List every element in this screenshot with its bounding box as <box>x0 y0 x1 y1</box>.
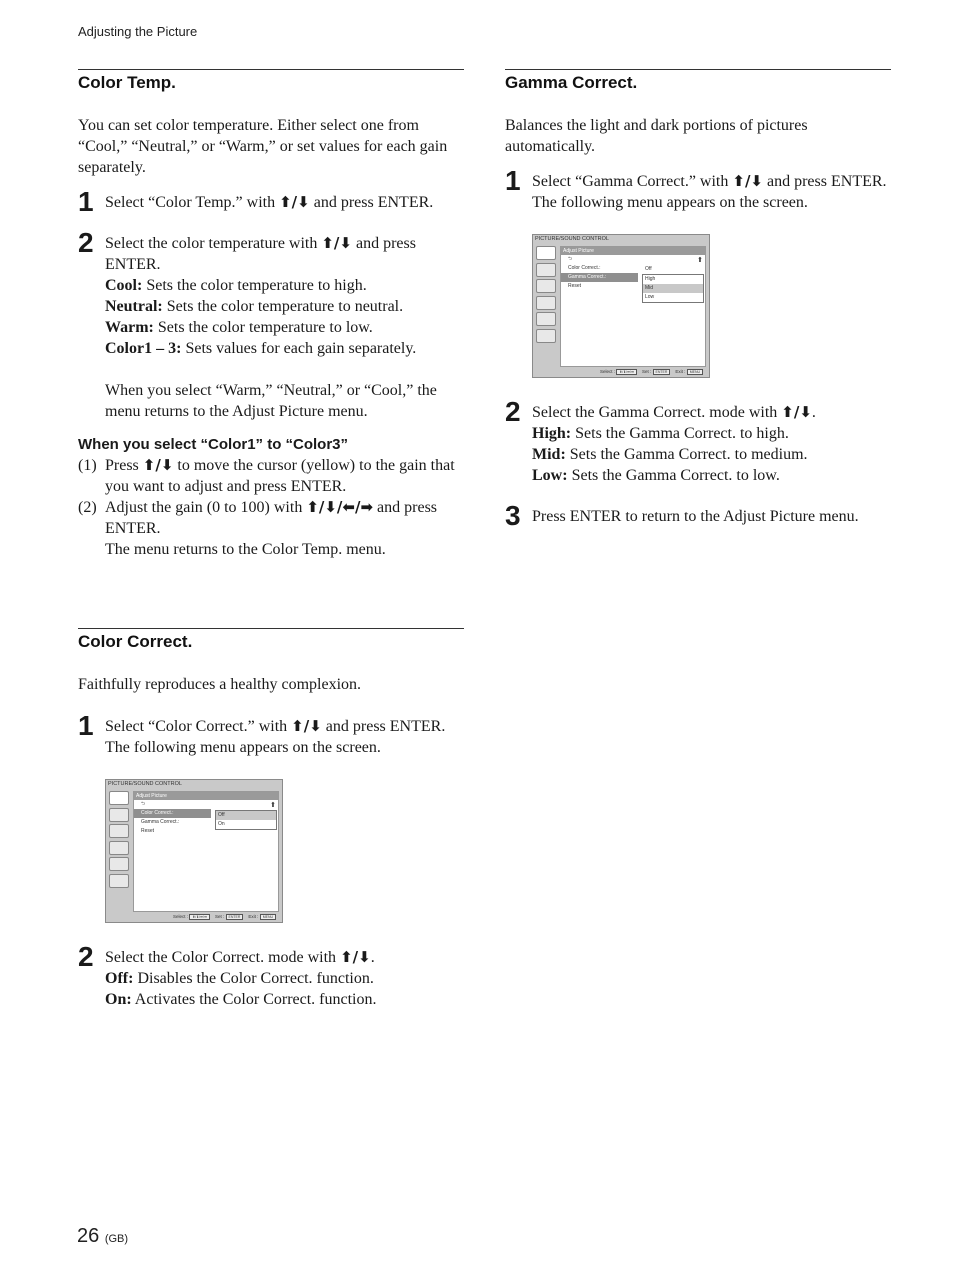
option-dropdown <box>642 274 704 303</box>
menu-button-icon: MENU <box>260 914 276 920</box>
color-temp-substep-1: (1) Press ⬆/⬇ to move the cursor (yellow) to the gain that you want to adjust and press ENTER. <box>78 456 455 495</box>
back-icon: ⮌ <box>568 256 573 262</box>
back-icon: ⮌ <box>141 801 146 807</box>
menu-title: PICTURE/SOUND CONTROL <box>108 781 182 787</box>
menu-panel <box>133 791 279 912</box>
color-temp-step-1: 1 Select “Color Temp.” with ⬆/⬇ and press ENTER. <box>78 186 434 217</box>
step-number: 1 <box>505 165 521 196</box>
up-down-arrow-icon: ⬆/⬇ <box>321 234 352 252</box>
arrow-buttons-icon: ⬆/⬇/⬅/➡ <box>616 369 637 375</box>
gamma-correct-menu-screenshot <box>532 234 710 378</box>
running-header: Adjusting the Picture <box>78 24 198 39</box>
option-high: High <box>645 276 656 282</box>
up-down-arrow-icon: ⬆/⬇ <box>340 948 371 966</box>
sound-icon <box>109 808 129 822</box>
color-temp-step-2: 2 Select the color temperature with ⬆/⬇ and press ENTER. Cool: Sets the color temperature to high. Neutral: Sets the color temperature to neutral. Warm: Sets the color temperature to low. Color1 – 3: Sets values for each gain separately. When you select “Warm,” “Neutral,” or “Cool,” the menu returns to the Adjust Picture menu. <box>78 233 464 422</box>
color-temp-note: When you select “Warm,” “Neutral,” or “Cool,” the menu returns to the Adjust Picture menu. <box>105 382 437 420</box>
menu-footer: Select : ⬆/⬇/⬅/➡ Set : ENTER Exit : MENU <box>106 914 282 920</box>
picture-icon <box>536 246 556 260</box>
color-temp-title: Color Temp. <box>78 73 176 92</box>
up-arrow-icon: ⬆ <box>270 801 276 809</box>
four-way-arrow-icon: ⬆/⬇/⬅/➡ <box>306 498 374 516</box>
option-on: On <box>218 821 225 827</box>
menu-row-color-correct: Color Correct.: <box>134 809 211 818</box>
gamma-correct-step-2: 2 Select the Gamma Correct. mode with ⬆/⬇. High: Sets the Gamma Correct. to high. Mid: Sets the Gamma Correct. to medium. Low: Sets the Gamma Correct. to low. <box>505 396 816 484</box>
color-correct-step-2: 2 Select the Color Correct. mode with ⬆/⬇. Off: Disables the Color Correct. function. On: Activates the Color Correct. function. <box>78 941 377 1008</box>
option-low: Low <box>645 294 655 300</box>
options-icon <box>109 857 129 871</box>
color-correct-intro: Faithfully reproduces a healthy complexion. <box>78 676 362 693</box>
timer-icon <box>109 874 129 888</box>
step-number: 2 <box>78 227 94 258</box>
up-down-arrow-icon: ⬆/⬇ <box>732 172 763 190</box>
panel-header: Adjust Picture <box>561 247 705 255</box>
enter-button-icon: ENTER <box>226 914 244 920</box>
up-arrow-icon: ⬆ <box>697 256 703 264</box>
step-number: 3 <box>505 500 521 531</box>
step-number: 1 <box>78 186 94 217</box>
color-correct-title: Color Correct. <box>78 632 193 651</box>
gamma-correct-title: Gamma Correct. <box>505 73 638 92</box>
color-temp-intro: You can set color temperature. Either select one from “Cool,” “Neutral,” or “Warm,” or set values for each gain separately. <box>78 117 448 176</box>
option-cool: Cool: Sets the color temperature to high. <box>105 277 367 294</box>
gamma-correct-step-1: 1 Select “Gamma Correct.” with ⬆/⬇ and press ENTER. The following menu appears on the screen. <box>505 165 887 211</box>
color-temp-section <box>78 69 464 560</box>
left-column <box>78 69 464 1008</box>
color-correct-section <box>78 628 464 1010</box>
up-down-arrow-icon: ⬆/⬇ <box>279 193 310 211</box>
step-number: 2 <box>78 941 94 972</box>
menu-row-gamma-correct: Gamma Correct.: <box>141 819 180 825</box>
step-number: 1 <box>78 710 94 741</box>
options-icon <box>536 312 556 326</box>
menu-panel <box>560 246 706 367</box>
color-temp-subhead: When you select “Color1” to “Color3” <box>78 436 349 453</box>
arrow-buttons-icon: ⬆/⬇/⬅/➡ <box>189 914 210 920</box>
up-down-arrow-icon: ⬆/⬇ <box>291 717 322 735</box>
screen-icon <box>536 279 556 293</box>
setup-icon <box>109 841 129 855</box>
option-warm: Warm: Sets the color temperature to low. <box>105 319 373 336</box>
option-off: Off <box>216 811 276 820</box>
setup-icon <box>536 296 556 310</box>
menu-row-color-correct: Color Correct.: <box>568 265 601 271</box>
option-off: Off <box>645 266 652 272</box>
page-number: 26 (GB) <box>77 1225 129 1247</box>
menu-row-gamma-correct: Gamma Correct.: <box>561 273 638 282</box>
color-correct-step-1: 1 Select “Color Correct.” with ⬆/⬇ and press ENTER. The following menu appears on the screen. <box>78 710 446 756</box>
menu-row-reset: Reset <box>141 828 155 834</box>
timer-icon <box>536 329 556 343</box>
menu-footer: Select : ⬆/⬇/⬅/➡ Set : ENTER Exit : MENU <box>533 369 709 375</box>
option-dropdown <box>215 810 277 830</box>
picture-icon <box>109 791 129 805</box>
sound-icon <box>536 263 556 277</box>
menu-row-reset: Reset <box>568 283 582 289</box>
color-temp-substep-2: (2) Adjust the gain (0 to 100) with ⬆/⬇/⬅/➡ and press ENTER. The menu returns to the Color Temp. menu. <box>78 498 438 558</box>
panel-header: Adjust Picture <box>134 792 278 800</box>
gamma-correct-section <box>505 69 891 531</box>
option-mid: Mid <box>643 284 703 293</box>
enter-button-icon: ENTER <box>653 369 671 375</box>
up-down-arrow-icon: ⬆/⬇ <box>781 403 812 421</box>
gamma-correct-intro: Balances the light and dark portions of pictures automatically. <box>505 117 808 155</box>
screen-icon <box>109 824 129 838</box>
gamma-correct-step-3: 3 Press ENTER to return to the Adjust Picture menu. <box>505 500 859 531</box>
option-color1-3: Color1 – 3: Sets values for each gain separately. <box>105 340 417 357</box>
menu-title: PICTURE/SOUND CONTROL <box>535 236 609 242</box>
up-down-arrow-icon: ⬆/⬇ <box>142 456 174 474</box>
menu-icon-column <box>109 791 132 913</box>
right-column <box>505 69 891 531</box>
step-number: 2 <box>505 396 521 427</box>
color-correct-menu-screenshot <box>105 779 283 923</box>
option-neutral: Neutral: Sets the color temperature to neutral. <box>105 298 404 315</box>
menu-icon-column <box>536 246 559 368</box>
menu-button-icon: MENU <box>687 369 703 375</box>
